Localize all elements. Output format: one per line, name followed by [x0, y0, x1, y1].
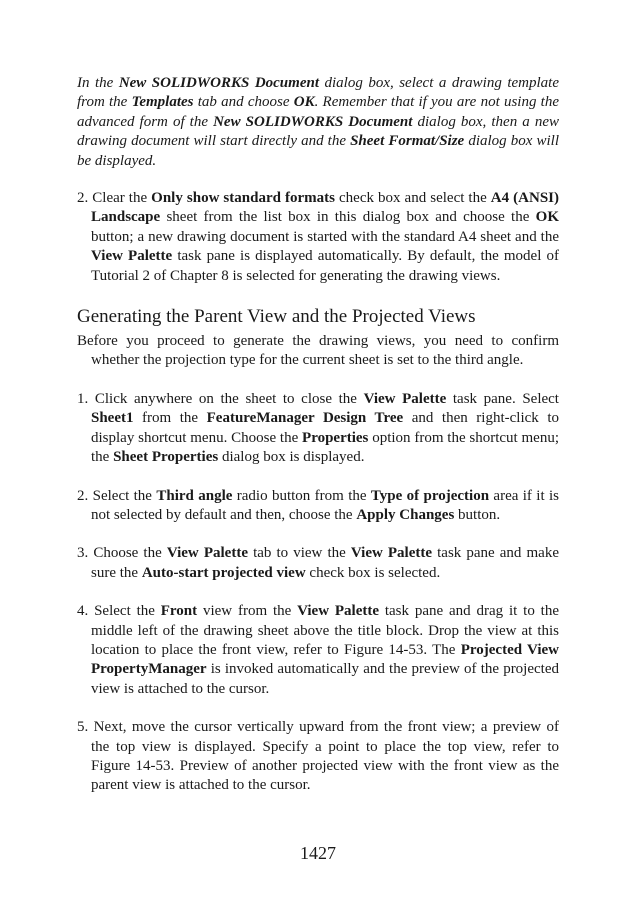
- section-intro: Before you proceed to generate the drawing views, you need to confirm whether the projection type for the current sheet is set to the third angle.: [77, 333, 559, 369]
- step-1-sheet-properties: 1. Click anywhere on the sheet to close the View Palette task pane. Select Sheet1 from the FeatureManager Design Tree and then right-click to display shortcut menu. Choose the Properties option from the shortcut menu; the Sheet Properties dialog box is displayed.: [77, 390, 560, 466]
- step-3-view-palette: 3. Choose the View Palette tab to view the View Palette task pane and make sure the Auto-start projected view check box is selected.: [77, 545, 559, 581]
- page-number: 1427: [300, 843, 336, 863]
- italic-note-paragraph: In the New SOLIDWORKS Document dialog box, select a drawing template from the Templates tab and choose OK. Remember that if you are not using the advanced form of the New SOLIDWORKS Document dialog box, then a new drawing document will start directly and the Sheet Format/Size dialog box will be displayed.: [77, 75, 560, 169]
- step-4-front-view: 4. Select the Front view from the View Palette task pane and drag it to the middle left of the drawing sheet above the title block. Drop the view at this location to place the front view, refer to Figure 14-53. The Projected View PropertyManager is invoked automatically and the preview of the projected view is attached to the cursor.: [77, 603, 559, 697]
- section-heading: Generating the Parent View and the Projected Views: [77, 306, 476, 328]
- step-2-third-angle: 2. Select the Third angle radio button from the Type of projection area if it is not selected by default and then, choose the Apply Changes button.: [77, 487, 560, 523]
- page-content: [77, 74, 559, 815]
- step-5-top-view: 5. Next, move the cursor vertically upward from the front view; a preview of the top view is displayed. Specify a point to place the top view, refer to Figure 14-53. Preview of another projected view with the front view as the parent view is attached to the cursor.: [77, 719, 559, 794]
- step-2-clear-formats: 2. Clear the Only show standard formats check box and select the A4 (ANSI) Landscape sheet from the list box in this dialog box and choose the OK button; a new drawing document is started with the standard A4 sheet and the View Palette task pane is displayed automatically. By default, the model of Tutorial 2 of Chapter 8 is selected for generating the drawing views.: [77, 190, 560, 284]
